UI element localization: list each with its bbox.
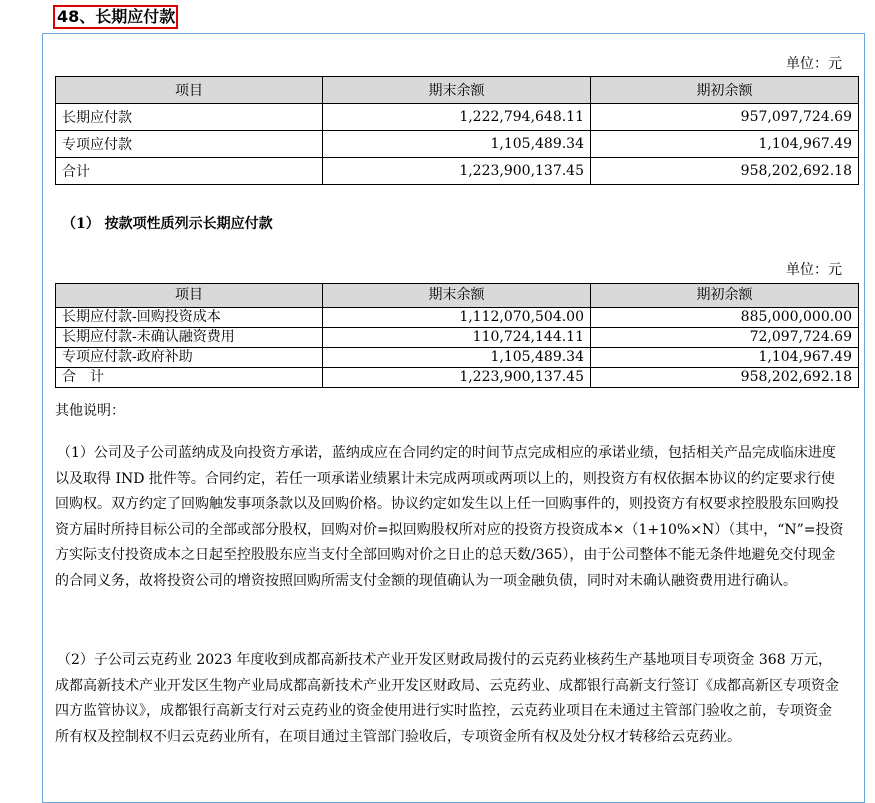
ending-balance: 1,223,900,137.45 bbox=[323, 368, 591, 388]
opening-balance: 885,000,000.00 bbox=[591, 308, 859, 328]
ending-balance: 110,724,144.11 bbox=[323, 328, 591, 348]
table-row bbox=[56, 308, 859, 328]
ending-balance: 1,105,489.34 bbox=[323, 348, 591, 368]
table-header-row bbox=[56, 284, 859, 308]
header-item: 项目 bbox=[56, 77, 323, 104]
section-heading: 48、长期应付款 bbox=[53, 5, 178, 29]
header-opening-balance: 期初余额 bbox=[591, 77, 859, 104]
table-row bbox=[56, 131, 859, 158]
note-paragraph-1: （1）公司及子公司蓝纳成及向投资方承诺，蓝纳成应在合同约定的时间节点完成相应的承诺业绩，包括相关产品完成临床进度以及取得 IND 批件等。合同约定，若任一项承诺业绩累计未完成两项或两项以上的，则投资方有权依据本协议的约定要求行使回购权。双方约定了回购触发事项条款以及回购价格。协议约定如发生以上任一回购事件的，则投资方有权要求控股股东回购投资方届时所持目标公司的全部或部分股权，回购对价=拟回购股权所对应的投资方投资成本×（1+10%×N）（其中，“N”=投资方实际支付投资成本之日起至控股股东应当支付全部回购对价之日止的总天数/365），由于公司整体不能无条件地避免交付现金的合同义务，故将投资公司的增资按照回购所需支付金额的现值确认为一项金融负债，同时对未确认融资费用进行确认。 bbox=[55, 445, 844, 589]
opening-balance: 1,104,967.49 bbox=[591, 348, 859, 368]
row-label: 长期应付款-回购投资成本 bbox=[56, 308, 323, 328]
row-label: 合计 bbox=[56, 158, 323, 185]
ending-balance: 1,112,070,504.00 bbox=[323, 308, 591, 328]
ending-balance: 1,222,794,648.11 bbox=[323, 104, 591, 131]
opening-balance: 1,104,967.49 bbox=[591, 131, 859, 158]
row-label: 长期应付款 bbox=[56, 104, 323, 131]
opening-balance: 957,097,724.69 bbox=[591, 104, 859, 131]
row-label: 专项应付款 bbox=[56, 131, 323, 158]
header-opening-balance: 期初余额 bbox=[591, 284, 859, 308]
table-header-row bbox=[56, 77, 859, 104]
row-label: 合 计 bbox=[56, 368, 323, 388]
table-row bbox=[56, 104, 859, 131]
payables-by-nature-table bbox=[55, 283, 859, 388]
table1-unit: 单位：元 bbox=[786, 56, 842, 72]
table-row bbox=[56, 348, 859, 368]
table-row-total bbox=[56, 158, 859, 185]
note-paragraph-2: （2）子公司云克药业 2023 年度收到成都高新技术产业开发区财政局拨付的云克药业核药生产基地项目专项资金 368 万元，成都高新技术产业开发区生物产业局成都高新技术产业开发区财政局、云克药业、成都银行高新支行签订《成都高新区专项资金四方监管协议》，成都银行高新支行对云克药业的资金使用进行实时监控，云克药业项目在未通过主管部门验收之前，专项资金所有权及控制权不归云克药业所有，在项目通过主管部门验收后，专项资金所有权及处分权才转移给云克药业。 bbox=[55, 652, 839, 745]
header-ending-balance: 期末余额 bbox=[323, 77, 591, 104]
header-item: 项目 bbox=[56, 284, 323, 308]
table-row bbox=[56, 328, 859, 348]
subsection-title: （1） 按款项性质列示长期应付款 bbox=[62, 216, 273, 232]
table2-unit: 单位：元 bbox=[786, 262, 842, 278]
opening-balance: 958,202,692.18 bbox=[591, 158, 859, 185]
long-term-payables-table bbox=[55, 76, 859, 185]
row-label: 专项应付款-政府补助 bbox=[56, 348, 323, 368]
other-notes-label: 其他说明： bbox=[55, 403, 125, 419]
row-label: 长期应付款-未确认融资费用 bbox=[56, 328, 323, 348]
ending-balance: 1,223,900,137.45 bbox=[323, 158, 591, 185]
header-ending-balance: 期末余额 bbox=[323, 284, 591, 308]
opening-balance: 958,202,692.18 bbox=[591, 368, 859, 388]
ending-balance: 1,105,489.34 bbox=[323, 131, 591, 158]
table-row-total bbox=[56, 368, 859, 388]
opening-balance: 72,097,724.69 bbox=[591, 328, 859, 348]
